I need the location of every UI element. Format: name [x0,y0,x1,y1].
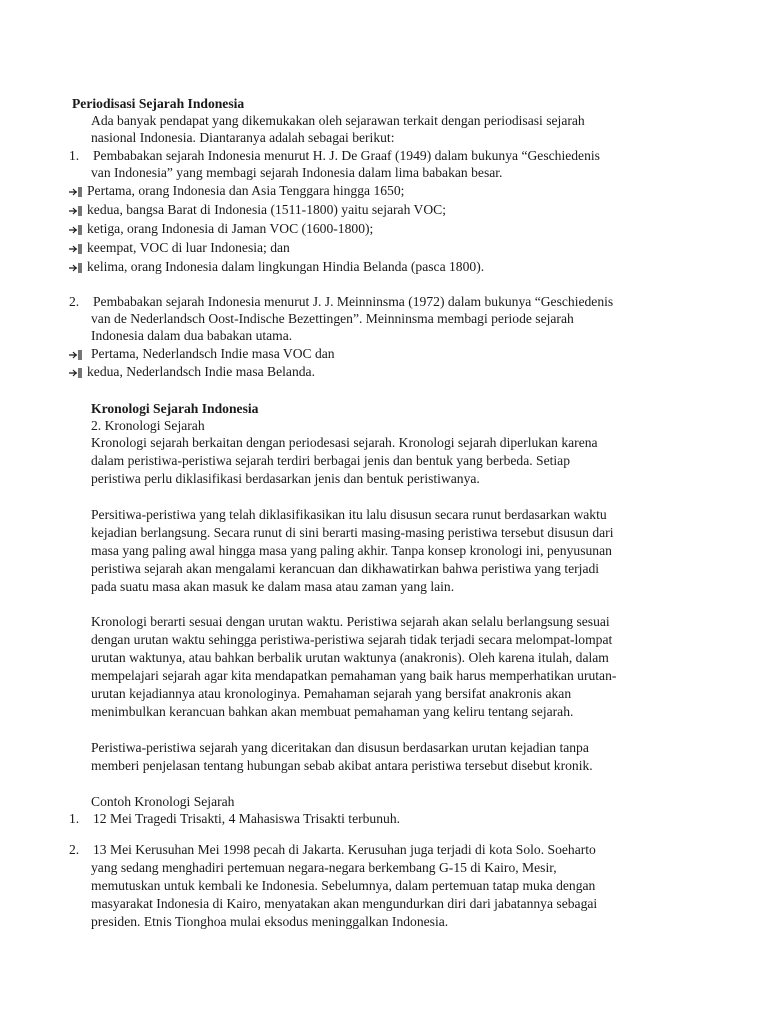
paragraph-line: urutan kejadiannya atau kronologinya. Pemahaman sejarah yang bersifat anakronis akan [91,686,572,701]
paragraph-line: menimbulkan kerancuan bahkan akan membuat pemahaman yang keliru tentang sejarah. [91,704,574,719]
paragraph-line: urutan waktunya, atau bahkan berbalik urutan waktunya (anakronis). Oleh karena itulah, dalam [91,650,609,665]
paragraph-line: peristiwa perlu diklasifikasi berdasarkan jenis dan bentuk peristiwanya. [91,471,480,486]
arrow-bullet-icon [68,205,82,217]
bullet-text: kedua, Nederlandsch Indie masa Belanda. [87,364,315,379]
arrow-bullet-icon [68,349,82,361]
paragraph-line: Kronologi sejarah berkaitan dengan periodesasi sejarah. Kronologi sejarah diperlukan karena [91,435,598,450]
arrow-bullet-icon [68,262,82,274]
paragraph-line: pada suatu masa akan masuk ke dalam masa atau zaman yang lain. [91,579,455,594]
bullet-text: ketiga, orang Indonesia di Jaman VOC (1600-1800); [87,221,374,236]
intro-line: nasional Indonesia. Diantaranya adalah sebagai berikut: [91,130,395,145]
bullet-text: Pertama, orang Indonesia dan Asia Tenggara hingga 1650; [87,183,405,198]
paragraph-line: dalam peristiwa-peristiwa sejarah terdiri berbagai jenis dan bentuk yang berbeda. Setiap [91,453,571,468]
bullet-text: kelima, orang Indonesia dalam lingkungan Hindia Belanda (pasca 1800). [87,259,485,274]
paragraph-line: Kronologi berarti sesuai dengan urutan waktu. Peristiwa sejarah akan selalu berlangsung sesuai [91,614,610,629]
list-item-text: 13 Mei Kerusuhan Mei 1998 pecah di Jakarta. Kerusuhan juga terjadi di kota Solo. Soeharto [93,842,596,857]
list-item-text: masyarakat Indonesia di Kairo, menyatakan akan mengundurkan diri dari jabatannya sebagai [91,896,598,911]
section-title: Kronologi Sejarah Indonesia [91,401,259,416]
arrow-bullet-icon [68,224,82,236]
bullet-text: Pertama, Nederlandsch Indie masa VOC dan [91,346,335,361]
list-item-text: Indonesia dalam dua babakan utama. [91,328,293,343]
arrow-bullet-icon [68,243,82,255]
intro-line: Ada banyak pendapat yang dikemukakan oleh sejarawan terkait dengan periodisasi sejarah [91,113,585,128]
paragraph-line: masa yang paling awal hingga masa yang paling akhir. Tanpa konsep kronologi ini, penyusunan [91,543,612,558]
list-item-text: memutuskan untuk kembali ke Indonesia. Sebelumnya, dalam pertemuan tatap muka dengan [91,878,596,893]
paragraph-line: mempelajari sejarah agar kita mendapatkan pemahaman yang baik harus memperhatikan urutan- [91,668,617,683]
list-item-text: Pembabakan sejarah Indonesia menurut H. J. De Graaf (1949) dalam bukunya “Geschiedenis [93,148,600,163]
list-item-text: yang sedang menghadiri pertemuan negara-negara berkembang G-15 di Kairo, Mesir, [91,860,557,875]
paragraph-line: peristiwa sejarah akan mengalami kerancuan dan dikhawatirkan bahwa peristiwa yang terjadi [91,561,600,576]
bullet-text: kedua, bangsa Barat di Indonesia (1511-1800) yaitu sejarah VOC; [87,202,447,217]
example-heading: Contoh Kronologi Sejarah [91,794,235,809]
list-number: 1. [69,148,80,163]
paragraph-line: Peristiwa-peristiwa sejarah yang diceritakan dan disusun berdasarkan urutan kejadian tanpa [91,740,589,755]
list-item-text: Pembabakan sejarah Indonesia menurut J. J. Meinninsma (1972) dalam bukunya “Geschiedenis [93,294,614,309]
paragraph-line: dengan urutan waktu sehingga peristiwa-peristiwa sejarah tidak terjadi secara melompat-lompat [91,632,613,647]
arrow-bullet-icon [68,367,82,379]
list-item-text: 12 Mei Tragedi Trisakti, 4 Mahasiswa Trisakti terbunuh. [93,811,401,826]
list-number: 2. [69,842,80,857]
list-number: 1. [69,811,80,826]
paragraph-line: kejadian berlangsung. Secara runut di sini berarti masing-masing peristiwa tersebut disusun dari [91,525,614,540]
paragraph-line: Persitiwa-peristiwa yang telah diklasifikasikan itu lalu disusun secara runut berdasarkan waktu [91,507,607,522]
arrow-bullet-icon [68,186,82,198]
paragraph-line: memberi penjelasan tentang hubungan sebab akibat antara peristiwa tersebut disebut kronik. [91,758,593,773]
section-subtitle: 2. Kronologi Sejarah [91,418,205,433]
list-item-text: van de Nederlandsch Oost-Indische Bezettingen”. Meinninsma membagi periode sejarah [91,311,574,326]
bullet-text: keempat, VOC di luar Indonesia; dan [87,240,290,255]
section-title: Periodisasi Sejarah Indonesia [72,96,245,111]
list-item-text: van Indonesia” yang membagi sejarah Indonesia dalam lima babakan besar. [91,165,503,180]
list-number: 2. [69,294,80,309]
list-item-text: presiden. Etnis Tionghoa mulai eksodus meninggalkan Indonesia. [91,914,449,929]
